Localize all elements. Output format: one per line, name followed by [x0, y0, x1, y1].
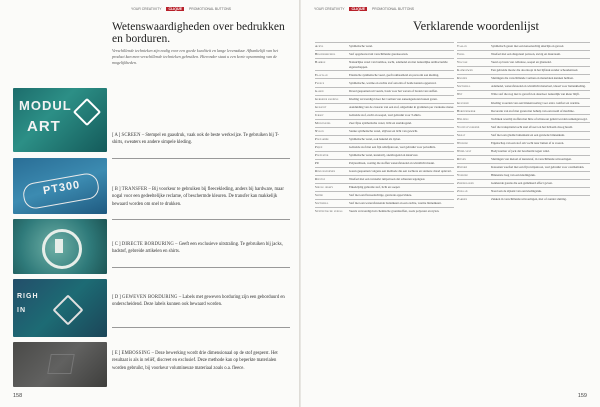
divider [112, 327, 290, 328]
header-left-label: YOUR CREATIVITY [314, 7, 345, 11]
glossary-definition: Stof die transpiratievocht snel afvoert en het lichaam droog houdt. [491, 124, 573, 129]
glossary-entry [315, 119, 454, 127]
technique-c [112, 241, 290, 256]
glossary-entry [315, 42, 454, 50]
brand-logo: CLIQUE [168, 7, 183, 11]
glossary-definition: Vezel op basis van cellulose, soepel en glanzend. [491, 60, 552, 65]
glossary-entry [457, 139, 590, 147]
technique-b-text: – Bij voorkeur te gebruiken bij fleecekleding, anders bij hardware, maar nogal voor een gedeeltelijke reclame, of beschermde kleuren. De transfer kan makkelijk bewaard worden om snel te drukken. [112, 187, 284, 207]
glossary-entry [457, 195, 590, 203]
glossary-term: Polyamide [315, 136, 329, 141]
technique-a-code: [ A ] [112, 133, 121, 138]
glossary-entry [457, 179, 590, 187]
technique-e-label: EMBOSSING [121, 351, 151, 356]
technique-d [112, 294, 290, 309]
technique-d-code: [ D ] [112, 295, 121, 300]
intro-text: Verschillende technieken zijn nodig voor een goede kwaliteit en lange levensduur. Afhankelijk van het product kan men verschillende technieken gebruiken. Hieronder staat u een korte opsomming van de mogelijkheden. [112, 48, 279, 66]
glossary-definition: Kleding vervaardigd door het vormen van aaneengesloten lussen garen. [349, 96, 438, 101]
glossary-entry [457, 171, 590, 179]
glossary-definition: Zakken in verschillende uitvoeringen, met of zonder sluiting. [491, 197, 567, 202]
photo-text-modul: MODUL [19, 98, 72, 113]
technique-e [112, 350, 290, 372]
glossary-entry [457, 90, 590, 98]
glossary-entry [315, 103, 454, 111]
glossary-entry [457, 122, 590, 130]
page-number: 158 [13, 393, 23, 399]
divider [112, 219, 290, 220]
logo-badge-icon [73, 98, 101, 126]
photo-screen-print [13, 88, 107, 152]
glossary-term: Polyester [315, 153, 329, 158]
glossary-entry [315, 199, 454, 207]
glossary-definition: Enkelzijdig gebreide stof, licht en soepel. [349, 185, 401, 190]
glossary-definition: Stof met een fluweelachtige, geruwde oppervlakte. [349, 193, 412, 198]
brand-logo: CLIQUE [351, 7, 366, 11]
page-title: Verklarende woordenlijst [413, 19, 540, 33]
glossary-definition: Naad aan de zijkant van een kledingstuk. [491, 189, 542, 194]
glossary-definition: Bodywarmer of jack dat beschermt tegen wind. [491, 148, 550, 153]
glossary-term: Wicking [457, 140, 469, 145]
glossary-definition: Aanduiding van de zwaarte van een stof, uitgedrukt in grammen per vierkante meter. [349, 104, 454, 109]
glossary-entry [315, 111, 454, 119]
glossary-definition: Witte stof die nog niet is geverfd en daardoor natuurlijk van kleur blijft. [491, 92, 580, 97]
glossary-entry [315, 183, 454, 191]
glossary-definition: Kleding voorzien van een binnenvoering voor extra comfort en warmte. [491, 100, 580, 105]
header-right-label: PROMOTIONAL BUTTONS [189, 7, 232, 11]
photo-text-art: ART [27, 118, 61, 135]
glossary-term: Zijnaad [457, 189, 468, 194]
glossary-term: Microvezel [315, 120, 331, 125]
left-page [0, 0, 299, 407]
glossary-definition: Stof met een gladde buitenkant en een geruwde binnenkant. [491, 132, 565, 137]
photo-text-pt300: PT300 [42, 178, 82, 198]
glossary-term: Oxford [457, 164, 468, 169]
technique-b-label: TRANSFER [121, 187, 148, 192]
glossary-term: Acryl [315, 44, 324, 49]
glossary-entry [457, 187, 590, 195]
glossary-term: Softshell [457, 84, 471, 89]
header-left-label: YOUR CREATIVITY [131, 7, 162, 11]
photo-text-righ: RIGH [17, 293, 39, 300]
glossary-entry [315, 191, 454, 199]
glossary-entry [315, 135, 454, 143]
glossary-entry [457, 50, 590, 58]
glossary-entry [457, 106, 590, 114]
page-number: 159 [577, 393, 587, 399]
glossary-definition: Elastische synthetische vezel, geeft rekbaarheid en pasvorm aan kleding. [349, 72, 440, 77]
technique-b-code: [ B ] [112, 187, 121, 192]
glossary-definition: Stof opgebouwd uit verschillende garensoorten. [349, 52, 409, 57]
glossary-entry [315, 95, 454, 103]
glossary-term: Ringgesponnen [315, 169, 336, 174]
glossary-definition: Synthetisch garen met een katoenachtig uiterlijk en gevoel. [491, 44, 565, 49]
glossary-definition: Synthetische vezel, kreukvrij, sneldrogend en kleurvast. [349, 153, 419, 158]
glossary-term: Twill [457, 52, 465, 57]
technique-c-text: – Geeft een exclusieve uitstraling. Te gebruiken bij jacks, badstof, gebreide artikelen en shirts. [112, 242, 283, 255]
glossary-definition: Een gebreide mouw die doorloopt in het lijfstuk zonder schoudernaad. [491, 68, 579, 73]
glossary-entry [315, 87, 454, 95]
glossary-term: PU [315, 161, 320, 166]
technique-b [112, 186, 290, 208]
glossary-definition: Katoenen weefsel met een fijn ruitpatroon, veel gebruikt voor overhemden. [491, 164, 585, 169]
glossary-definition: Sluitingen van metaal of kunststof, in verschillende uitvoeringen. [491, 156, 572, 161]
glossary-definition: Gebreide stof, zacht en soepel, veel gebruikt voor T-shirts. [349, 112, 422, 117]
technique-c-label: DIRECTE BORDURING [121, 242, 174, 247]
glossary-term: Vochtafvoerend [457, 124, 480, 129]
technique-e-text: – Deze bewerking wordt drie dimensionaal op de stof gesperst. Het resultaat is als in reliëf, discreet en exclusief. Deze methode kan op beperkte materialen worden gebruikt, bij voorkeur volumineuze materiaal zoals o.a. fleece. [112, 351, 278, 371]
glossary-definition: Sluitingen die verschillende vormen en materialen kunnen hebben. [491, 76, 574, 81]
glossary-term: Taslan [457, 44, 467, 49]
glossary-term: Piqué [315, 145, 323, 150]
glossary-term: Knopen [457, 76, 468, 81]
glossary-definition: Eigenschap van een stof om vocht naar buiten af te voeren. [491, 140, 565, 145]
embossed-logo-icon [47, 354, 75, 374]
glossary-definition: Sterke synthetische vezel, slijtvast en licht van gewicht. [349, 128, 418, 133]
technique-e-code: [ E ] [112, 351, 121, 356]
glossary-entry [315, 167, 454, 175]
technique-a [112, 132, 290, 147]
photo-transfer [13, 158, 107, 214]
glossary-term: Viscose [457, 60, 468, 65]
glossary-entry [315, 175, 454, 183]
embroidered-k-icon [55, 239, 63, 253]
glossary-definition: Natuurlijke vezel van bamboe, zacht, ademend en met natuurlijke antibacteriële eigenschappen. [349, 60, 448, 69]
glossary-definition: Garen gesponnen volgens een methode die een zachtere en sterkere draad oplevert. [349, 169, 452, 174]
glossary-entry [315, 70, 454, 78]
glossary-term: Zakken [457, 197, 468, 202]
glossary-entry [457, 98, 590, 106]
glossary-entry [315, 127, 454, 135]
glossary-definition: Gebreide stof met een fijn reliëfpatroon, veel gebruikt voor poloshirts. [349, 145, 437, 150]
glossary-definition: Stof met een waterafstotende buitenkant en een zachte, warme binnenkant. [349, 201, 442, 206]
divider [112, 267, 290, 268]
photo-direct-embroidery [13, 219, 107, 274]
photo-embossing [13, 342, 107, 387]
glossary-definition: Ademend, waterafstotend en winddicht materiaal, ideaal voor buitenkleding. [491, 84, 586, 89]
glossary-entry [457, 42, 590, 50]
glossary-column-1 [315, 42, 454, 215]
glossary-definition: Vezels vervaardigd uit chemische grondstoffen, zoals polyester en nylon. [349, 209, 440, 214]
glossary-term: Kapmouwen [457, 68, 473, 73]
glossary-entry [457, 74, 590, 82]
technique-a-label: SCREEN [121, 133, 141, 138]
glossary-term: Jersey [315, 112, 324, 117]
glossary-term: Gevoerd [457, 100, 469, 105]
glossary-term: Zwenkgaren [457, 180, 474, 185]
technique-c-code: [ C ] [112, 242, 121, 247]
glossary-definition: Draad gesponnen uit vezels, basis voor het weven of breien van stoffen. [349, 88, 438, 93]
glossary-term: Ritsen [457, 156, 466, 161]
glossary-term: Nylon [315, 128, 324, 133]
glossary-term: Single jersey [315, 185, 334, 190]
glossary-term: Sweat [457, 132, 466, 137]
glossary-term: Suède [315, 193, 324, 198]
glossary-entry [457, 82, 590, 90]
glossary-entry [457, 147, 590, 155]
glossary-definition: Decoratie van stof met garen met behulp van een naald of machine. [491, 108, 575, 113]
glossary-definition: Zeer fijne synthetische vezel, licht en sneldrogend. [349, 120, 412, 125]
glossary-entry [457, 163, 590, 171]
glossary-entry [315, 207, 454, 215]
glossary-term: Softshell [315, 201, 329, 206]
page-header [131, 7, 231, 11]
glossary-entry [457, 58, 590, 66]
glossary-entry [457, 66, 590, 74]
glossary-definition: Polyurethaan, coating die stoffen waterafstotend en winddicht maakt. [349, 161, 435, 166]
photo-text-in: IN [17, 307, 26, 314]
glossary-entry [457, 155, 590, 163]
glossary-term: Bamboe [315, 60, 326, 65]
glossary-definition: Techniek waarbij stoffen met hitte of ultrasoon geluid worden samengevoegd. [491, 116, 588, 121]
glossary-entry [457, 114, 590, 122]
glossary-definition: Synthetische vezel. [349, 44, 373, 49]
page-header [314, 7, 414, 11]
glossary-entry [315, 143, 454, 151]
glossary-definition: Gekleurde garens die een gemêleerd effect geven. [491, 180, 553, 185]
glossary-term: Fleece [315, 80, 325, 85]
woven-badge-icon [52, 294, 83, 325]
glossary-term: Welding [457, 116, 469, 121]
glossary-definition: Binnenste laag van een kledingstuk. [491, 172, 536, 177]
glossary-term: Voering [457, 172, 469, 177]
glossary-definition: Synthetische vezel, ook bekend als nylon. [349, 136, 401, 141]
glossary-definition: Weefsel met een versterkt ruitpatroon dat scheuren tegengaat. [349, 177, 426, 182]
header-right-label: PROMOTIONAL BUTTONS [372, 7, 415, 11]
glossary-term: Synthetische vezels [315, 209, 343, 214]
glossary-entry [315, 151, 454, 159]
technique-d-label: GEWEVEN BORDURING [122, 295, 178, 300]
glossary-entry [315, 159, 454, 167]
glossary-column-2 [457, 42, 590, 203]
glossary-term: Wind-vest [457, 148, 472, 153]
glossary-definition: Weefsel met een diagonaal patroon, stevig en duurzaam. [491, 52, 561, 57]
divider [112, 158, 290, 159]
page-title: Wetenswaardigheden over bedrukken en borduren. [112, 21, 285, 45]
glossary-term: Gebreide kleding [315, 96, 339, 101]
glossary-term: Garen [315, 88, 324, 93]
glossary-term: Borduurwerk [457, 108, 476, 113]
glossary-entry [315, 58, 454, 70]
glossary-definition: Synthetische, warme en zachte stof aan één of beide kanten opgeruwd. [349, 80, 437, 85]
right-page [301, 0, 600, 407]
glossary-entry [457, 131, 590, 139]
photo-woven-label [13, 279, 107, 337]
glossary-entry [315, 50, 454, 58]
glossary-term: Gewicht [315, 104, 327, 109]
glossary-entry [315, 78, 454, 86]
glossary-term: Wit [457, 92, 463, 97]
technique-a-text: – Stempel en gaasdruk, vaak ook de beste werkwijze. Te gebruiken bij T-shirts, sweaters en andere simpele kleding. [112, 133, 279, 146]
glossary-term: Elastaan [315, 72, 328, 77]
technique-d-text: – Labels met geweven borduring zijn een geborduurd en onderscheidend. Deze labels kunnen ook bewaard worden. [112, 295, 285, 308]
glossary-term: Ripstop [315, 177, 326, 182]
glossary-term: Beschermvezel [315, 52, 336, 57]
